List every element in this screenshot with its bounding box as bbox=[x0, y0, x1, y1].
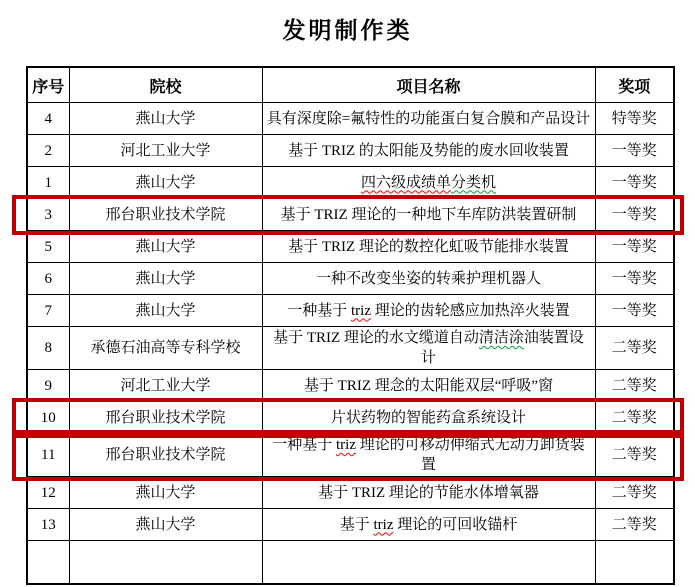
cell-project bbox=[262, 541, 595, 585]
table-row bbox=[27, 199, 674, 231]
project-text: 一种基于 bbox=[287, 302, 351, 319]
table-header-row bbox=[27, 67, 674, 103]
cell-no bbox=[27, 541, 69, 585]
project-text: 基于 TRIZ 理论的数控化虹吸节能排水装置 bbox=[288, 238, 569, 255]
cell-project bbox=[262, 370, 595, 402]
awards-table bbox=[26, 66, 675, 585]
col-header-award: 奖项 bbox=[595, 67, 674, 103]
project-text: 片状药物的智能药盒系统设计 bbox=[330, 409, 526, 426]
cell-no: 8 bbox=[27, 327, 69, 370]
project-text: 一种不改变坐姿的转乘护理机器人 bbox=[315, 270, 541, 287]
cell-no: 2 bbox=[27, 135, 69, 167]
project-text: 基于 TRIZ 理论的一种地下车库防洪装置研制 bbox=[280, 206, 577, 223]
cell-award: 一等奖 bbox=[595, 135, 674, 167]
cell-no: 10 bbox=[27, 402, 69, 434]
project-text: 基于 TRIZ 理念的太阳能双层“呼吸”窗 bbox=[303, 377, 554, 394]
table-row-partial bbox=[27, 541, 674, 585]
cell-project bbox=[262, 167, 595, 199]
cell-school: 邢台职业技术学院 bbox=[69, 402, 262, 434]
project-text: 基于 TRIZ 的太阳能及势能的废水回收装置 bbox=[288, 142, 569, 159]
cell-no: 7 bbox=[27, 295, 69, 327]
table-row bbox=[27, 402, 674, 434]
cell-award: 一等奖 bbox=[595, 231, 674, 263]
cell-no: 9 bbox=[27, 370, 69, 402]
cell-no: 13 bbox=[27, 509, 69, 541]
project-text: 理论的可移动伸缩式无动力卸货装置 bbox=[356, 437, 585, 473]
cell-school: 燕山大学 bbox=[69, 263, 262, 295]
cell-project bbox=[262, 199, 595, 231]
table-row bbox=[27, 263, 674, 295]
project-text: 基于 bbox=[339, 516, 374, 533]
cell-award: 二等奖 bbox=[595, 477, 674, 509]
cell-school: 河北工业大学 bbox=[69, 370, 262, 402]
project-text: 一种基于 bbox=[272, 437, 336, 453]
project-text: 理论的可回收锚杆 bbox=[393, 516, 518, 533]
cell-no: 3 bbox=[27, 199, 69, 231]
cell-award: 一等奖 bbox=[595, 167, 674, 199]
cell-no: 1 bbox=[27, 167, 69, 199]
project-text: 基于 TRIZ 理论的水文缆道自动 bbox=[273, 330, 479, 346]
table-row bbox=[27, 167, 674, 199]
cell-award: 二等奖 bbox=[595, 509, 674, 541]
cell-school: 邢台职业技术学院 bbox=[69, 434, 262, 477]
cell-project bbox=[262, 402, 595, 434]
cell-award: 二等奖 bbox=[595, 402, 674, 434]
table-row bbox=[27, 509, 674, 541]
col-header-project: 项目名称 bbox=[262, 67, 595, 103]
cell-project bbox=[262, 231, 595, 263]
cell-project bbox=[262, 327, 595, 370]
cell-award: 一等奖 bbox=[595, 199, 674, 231]
table-row bbox=[27, 434, 674, 477]
col-header-school: 院校 bbox=[69, 67, 262, 103]
cell-school: 河北工业大学 bbox=[69, 135, 262, 167]
cell-award: 一等奖 bbox=[595, 263, 674, 295]
cell-no: 11 bbox=[27, 434, 69, 477]
spellcheck-underline-red: triz bbox=[336, 437, 356, 453]
cell-award: 一等奖 bbox=[595, 295, 674, 327]
project-text: 具有深度除=氟特性的功能蛋白复合膜和产品设计 bbox=[266, 110, 591, 127]
table-row bbox=[27, 295, 674, 327]
project-text: 油装置设计 bbox=[420, 330, 584, 366]
page-title: 发明制作类 bbox=[282, 18, 413, 43]
project-text: 基于 TRIZ 理论的节能水体增氧器 bbox=[318, 484, 539, 501]
cell-award: 二等奖 bbox=[595, 370, 674, 402]
cell-project bbox=[262, 295, 595, 327]
table-row bbox=[27, 370, 674, 402]
table-row bbox=[27, 477, 674, 509]
cell-school: 燕山大学 bbox=[69, 231, 262, 263]
cell-school: 邢台职业技术学院 bbox=[69, 199, 262, 231]
table-row bbox=[27, 135, 674, 167]
cell-project bbox=[262, 434, 595, 477]
spellcheck-underline-red: 四六级成绩单 bbox=[360, 174, 451, 191]
cell-award bbox=[595, 541, 674, 585]
project-text: 理论的齿轮感应加热淬火装置 bbox=[371, 302, 570, 319]
cell-school bbox=[69, 541, 262, 585]
cell-school: 燕山大学 bbox=[69, 477, 262, 509]
table-row bbox=[27, 327, 674, 370]
cell-project bbox=[262, 135, 595, 167]
spellcheck-underline-red: triz bbox=[351, 302, 371, 319]
spellcheck-underline-green: 分类机 bbox=[451, 174, 497, 191]
cell-project bbox=[262, 103, 595, 135]
cell-school: 燕山大学 bbox=[69, 295, 262, 327]
cell-no: 12 bbox=[27, 477, 69, 509]
table-row bbox=[27, 103, 674, 135]
cell-project bbox=[262, 263, 595, 295]
cell-school: 燕山大学 bbox=[69, 509, 262, 541]
spellcheck-underline-red: triz bbox=[373, 516, 394, 533]
cell-no: 6 bbox=[27, 263, 69, 295]
cell-no: 4 bbox=[27, 103, 69, 135]
spellcheck-underline-green: 清洁涂 bbox=[478, 330, 524, 346]
cell-award: 二等奖 bbox=[595, 434, 674, 477]
cell-project bbox=[262, 509, 595, 541]
cell-school: 燕山大学 bbox=[69, 103, 262, 135]
cell-school: 燕山大学 bbox=[69, 167, 262, 199]
cell-project bbox=[262, 477, 595, 509]
cell-school: 承德石油高等专科学校 bbox=[69, 327, 262, 370]
cell-award: 特等奖 bbox=[595, 103, 674, 135]
cell-no: 5 bbox=[27, 231, 69, 263]
col-header-no: 序号 bbox=[27, 67, 69, 103]
cell-award: 二等奖 bbox=[595, 327, 674, 370]
table-row bbox=[27, 231, 674, 263]
